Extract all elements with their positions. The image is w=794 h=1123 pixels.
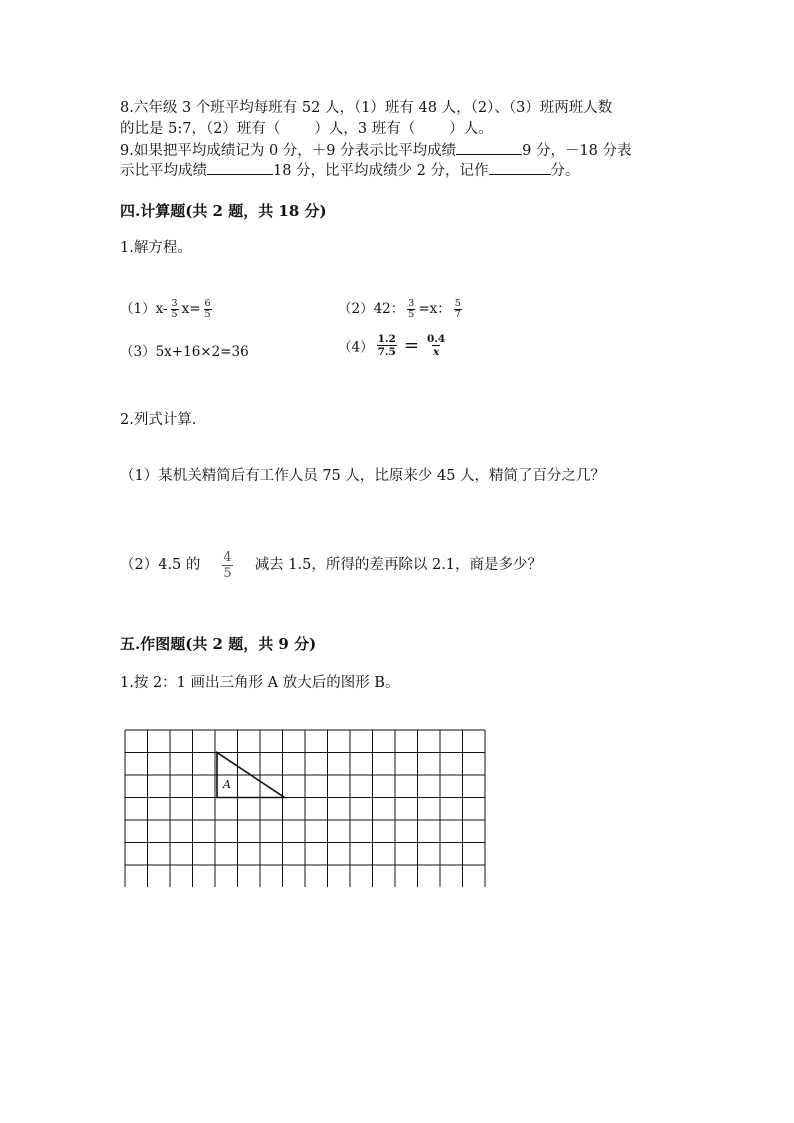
equation-2-label: （2）42： [338,301,405,317]
calc-1: （1）某机关精简后有工作人员 75 人，比原来少 45 人，精简了百分之几？ [120,468,606,484]
answer-blank[interactable] [207,160,273,175]
q8-line2-c: ）人。 [449,121,493,137]
equation-1 [120,297,215,320]
q8-line2 [120,119,493,139]
q9-line2-c: 分。 [550,163,580,179]
equation-3: （3）5x+16×2=36 [120,344,249,360]
triangle-a-label: A [223,778,231,791]
equation-4 [338,333,449,358]
answer-blank[interactable] [489,160,551,175]
q8-line2-b: ）人，3 班有（ [314,121,416,137]
q9-line2-a: 示比平均成绩 [120,163,207,179]
q8-line1: 8.六年级 3 个班平均每班有 52 人，（1）班有 48 人，（2）、（3）班两班人数 [120,100,613,116]
equation-1-mid: x= [181,301,201,317]
section5-p1-title: 1.按 2：1 画出三角形 A 放大后的图形 B。 [120,675,400,691]
fraction: $\frac{4}{5}$ [223,549,232,581]
fraction: $\frac{3}{5}$ [408,298,415,320]
section4-p2-title: 2.列式计算. [120,412,197,428]
section5-title: 五.作图题(共 2 题，共 9 分) [120,635,317,653]
q9-line2-b: 18 分，比平均成绩少 2 分，记作 [273,163,489,179]
answer-blank[interactable] [456,140,522,155]
fraction: $\frac{1.2}{7.5}$ [377,333,396,358]
section4-p1-title: 1.解方程。 [120,240,192,256]
fraction: $\frac{6}{5}$ [204,298,211,320]
drawing-grid[interactable] [124,729,492,887]
q9-line1 [120,140,632,161]
section4-title: 四.计算题(共 2 题，共 18 分) [120,202,327,220]
q9-line1-b: 9 分，－18 分表 [522,143,632,159]
equation-2-mid: =x： [418,301,451,317]
q9-line1-a: 9.如果把平均成绩记为 0 分，＋9 分表示比平均成绩 [120,143,457,159]
fraction: $\frac{5}{7}$ [454,298,461,320]
q8-line2-a: 的比是 5:7，（2）班有（ [120,121,281,137]
grid-lines [125,730,485,887]
calc-2 [120,548,542,582]
fraction: $\frac{3}{5}$ [171,298,178,320]
q9-line2 [120,160,580,181]
equation-1-label: （1）x- [120,301,168,317]
equation-2 [338,297,465,320]
calc-2-a: （2）4.5 的 [120,557,201,573]
fraction: $\frac{0.4}{x}$ [426,333,446,358]
calc-2-b: 减去 1.5，所得的差再除以 2.1，商是多少？ [254,557,543,573]
equation-4-label: （4） [338,339,374,356]
equals-sign: = [403,335,419,356]
